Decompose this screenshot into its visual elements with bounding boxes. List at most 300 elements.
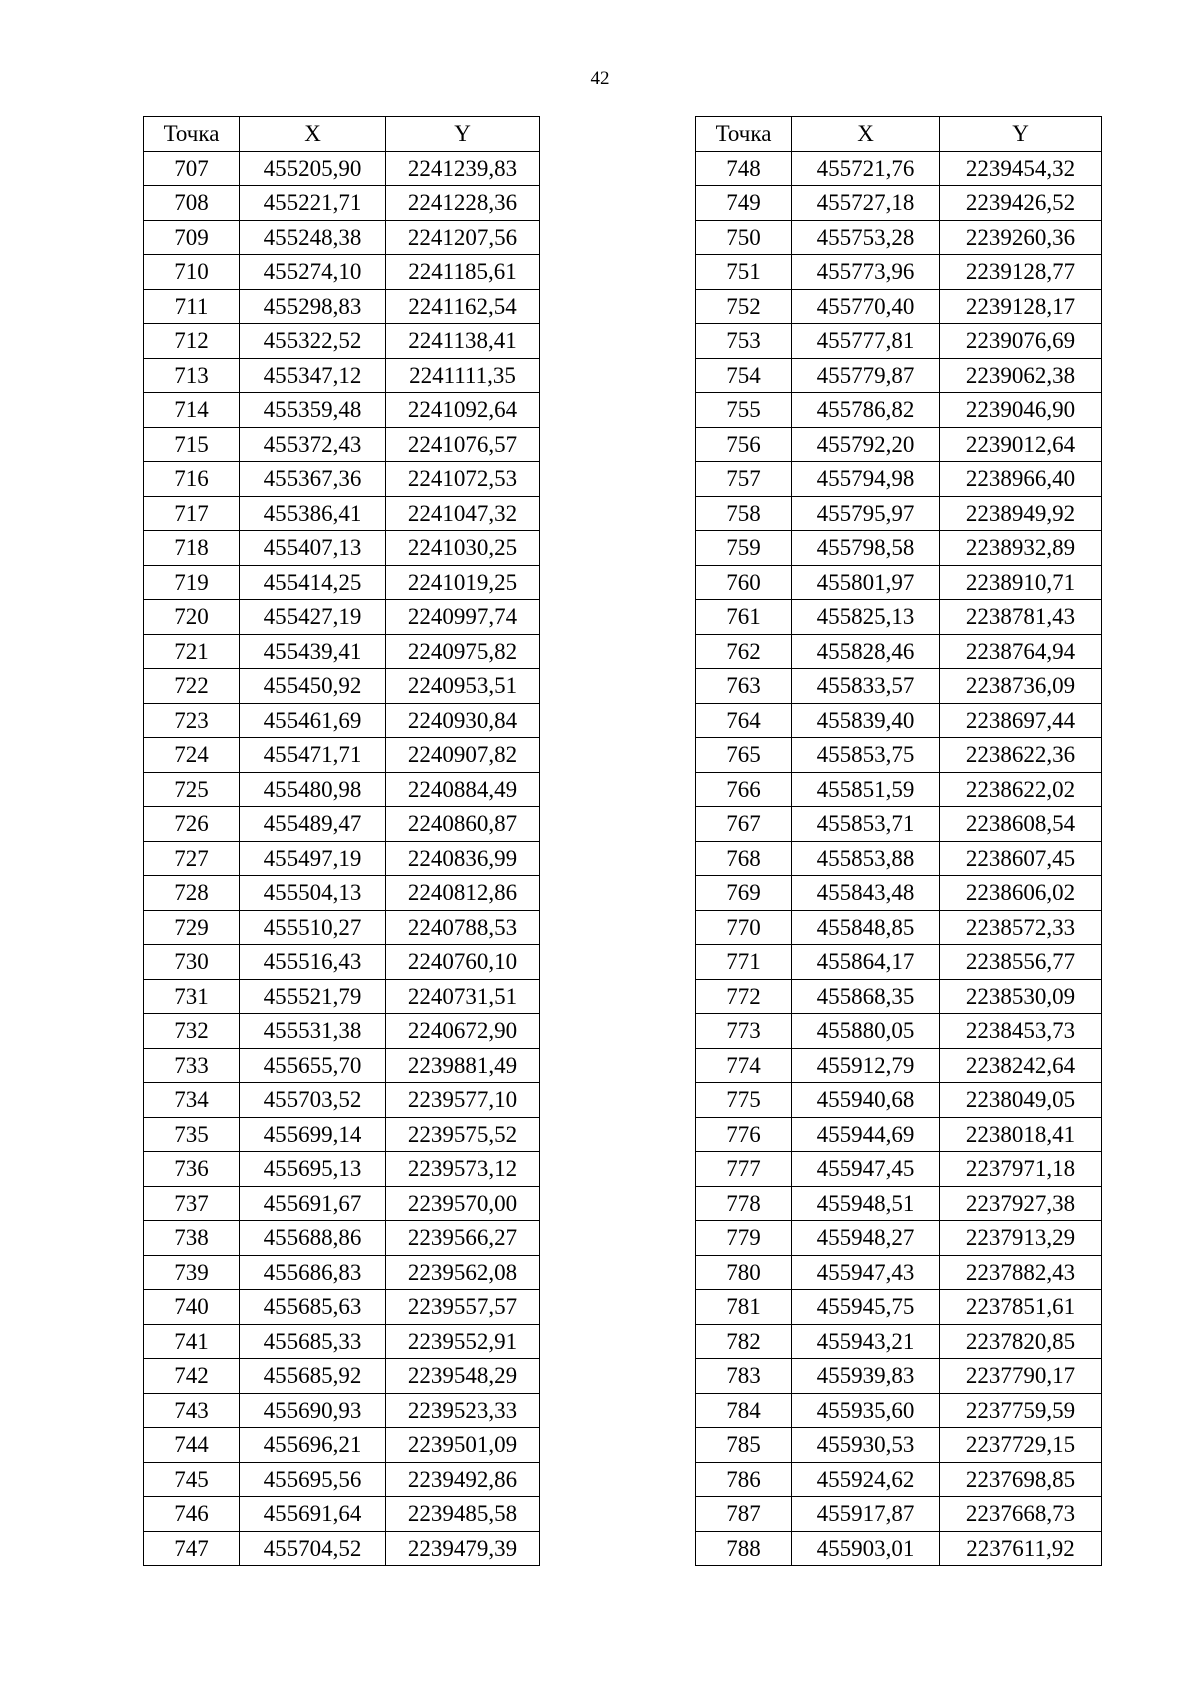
y-coordinate-cell: 2240884,49 (386, 772, 540, 807)
point-number-cell: 727 (144, 841, 240, 876)
y-coordinate-cell: 2237851,61 (940, 1290, 1102, 1325)
table-row (696, 876, 1102, 911)
y-coordinate-cell: 2240953,51 (386, 669, 540, 704)
y-coordinate-cell: 2239492,86 (386, 1462, 540, 1497)
y-coordinate-cell: 2240788,53 (386, 910, 540, 945)
x-coordinate-cell: 455792,20 (792, 427, 940, 462)
point-number-cell: 707 (144, 151, 240, 186)
y-coordinate-cell: 2239566,27 (386, 1221, 540, 1256)
table-row (696, 324, 1102, 359)
y-coordinate-cell: 2240731,51 (386, 979, 540, 1014)
point-number-cell: 767 (696, 807, 792, 842)
point-number-cell: 773 (696, 1014, 792, 1049)
table-row (696, 1186, 1102, 1221)
header-y: Y (386, 117, 540, 152)
point-number-cell: 754 (696, 358, 792, 393)
y-coordinate-cell: 2241092,64 (386, 393, 540, 428)
x-coordinate-cell: 455221,71 (240, 186, 386, 221)
point-number-cell: 784 (696, 1393, 792, 1428)
point-number-cell: 776 (696, 1117, 792, 1152)
x-coordinate-cell: 455864,17 (792, 945, 940, 980)
table-row (144, 531, 540, 566)
y-coordinate-cell: 2240812,86 (386, 876, 540, 911)
table-row (696, 703, 1102, 738)
y-coordinate-cell: 2239552,91 (386, 1324, 540, 1359)
point-number-cell: 752 (696, 289, 792, 324)
table-row (144, 255, 540, 290)
y-coordinate-cell: 2239548,29 (386, 1359, 540, 1394)
table-row (696, 1324, 1102, 1359)
point-number-cell: 731 (144, 979, 240, 1014)
point-number-cell: 769 (696, 876, 792, 911)
x-coordinate-cell: 455703,52 (240, 1083, 386, 1118)
point-number-cell: 762 (696, 634, 792, 669)
table-row (144, 1117, 540, 1152)
x-coordinate-cell: 455480,98 (240, 772, 386, 807)
y-coordinate-cell: 2237820,85 (940, 1324, 1102, 1359)
y-coordinate-cell: 2237790,17 (940, 1359, 1102, 1394)
y-coordinate-cell: 2240997,74 (386, 600, 540, 635)
x-coordinate-cell: 455828,46 (792, 634, 940, 669)
point-number-cell: 736 (144, 1152, 240, 1187)
table-row (696, 1531, 1102, 1566)
y-coordinate-cell: 2240672,90 (386, 1014, 540, 1049)
table-row (144, 841, 540, 876)
table-row (144, 703, 540, 738)
point-number-cell: 746 (144, 1497, 240, 1532)
x-coordinate-cell: 455727,18 (792, 186, 940, 221)
point-number-cell: 786 (696, 1462, 792, 1497)
point-number-cell: 753 (696, 324, 792, 359)
table-row (144, 738, 540, 773)
x-coordinate-cell: 455386,41 (240, 496, 386, 531)
table-row (144, 1428, 540, 1463)
point-number-cell: 737 (144, 1186, 240, 1221)
point-number-cell: 747 (144, 1531, 240, 1566)
point-number-cell: 774 (696, 1048, 792, 1083)
point-number-cell: 758 (696, 496, 792, 531)
x-coordinate-cell: 455521,79 (240, 979, 386, 1014)
y-coordinate-cell: 2238966,40 (940, 462, 1102, 497)
point-number-cell: 729 (144, 910, 240, 945)
coordinates-table-right (695, 116, 1102, 1566)
table-row (696, 1255, 1102, 1290)
table-row (144, 496, 540, 531)
point-number-cell: 708 (144, 186, 240, 221)
table-row (696, 255, 1102, 290)
table-row (696, 1048, 1102, 1083)
table-row (696, 186, 1102, 221)
y-coordinate-cell: 2239012,64 (940, 427, 1102, 462)
y-coordinate-cell: 2238697,44 (940, 703, 1102, 738)
x-coordinate-cell: 455853,88 (792, 841, 940, 876)
table-row (696, 151, 1102, 186)
point-number-cell: 760 (696, 565, 792, 600)
point-number-cell: 781 (696, 1290, 792, 1325)
table-row (144, 945, 540, 980)
x-coordinate-cell: 455848,85 (792, 910, 940, 945)
point-number-cell: 766 (696, 772, 792, 807)
table-row (696, 910, 1102, 945)
point-number-cell: 723 (144, 703, 240, 738)
point-number-cell: 761 (696, 600, 792, 635)
y-coordinate-cell: 2239426,52 (940, 186, 1102, 221)
x-coordinate-cell: 455843,48 (792, 876, 940, 911)
table-row (696, 462, 1102, 497)
y-coordinate-cell: 2237729,15 (940, 1428, 1102, 1463)
x-coordinate-cell: 455924,62 (792, 1462, 940, 1497)
table-row (696, 945, 1102, 980)
point-number-cell: 757 (696, 462, 792, 497)
y-coordinate-cell: 2238764,94 (940, 634, 1102, 669)
x-coordinate-cell: 455691,67 (240, 1186, 386, 1221)
table-row (144, 1531, 540, 1566)
x-coordinate-cell: 455690,93 (240, 1393, 386, 1428)
y-coordinate-cell: 2239881,49 (386, 1048, 540, 1083)
x-coordinate-cell: 455407,13 (240, 531, 386, 566)
table-row (144, 600, 540, 635)
point-number-cell: 750 (696, 220, 792, 255)
point-number-cell: 742 (144, 1359, 240, 1394)
table-row (696, 772, 1102, 807)
point-number-cell: 738 (144, 1221, 240, 1256)
point-number-cell: 785 (696, 1428, 792, 1463)
y-coordinate-cell: 2239128,17 (940, 289, 1102, 324)
y-coordinate-cell: 2238572,33 (940, 910, 1102, 945)
table-row (144, 634, 540, 669)
table-row (696, 1117, 1102, 1152)
y-coordinate-cell: 2240760,10 (386, 945, 540, 980)
x-coordinate-cell: 455439,41 (240, 634, 386, 669)
x-coordinate-cell: 455450,92 (240, 669, 386, 704)
y-coordinate-cell: 2238736,09 (940, 669, 1102, 704)
table-row (144, 1393, 540, 1428)
table-row (144, 772, 540, 807)
y-coordinate-cell: 2238781,43 (940, 600, 1102, 635)
table-row (144, 151, 540, 186)
point-number-cell: 771 (696, 945, 792, 980)
x-coordinate-cell: 455773,96 (792, 255, 940, 290)
x-coordinate-cell: 455851,59 (792, 772, 940, 807)
y-coordinate-cell: 2237913,29 (940, 1221, 1102, 1256)
point-number-cell: 745 (144, 1462, 240, 1497)
y-coordinate-cell: 2239577,10 (386, 1083, 540, 1118)
x-coordinate-cell: 455912,79 (792, 1048, 940, 1083)
y-coordinate-cell: 2239128,77 (940, 255, 1102, 290)
point-number-cell: 756 (696, 427, 792, 462)
x-coordinate-cell: 455691,64 (240, 1497, 386, 1532)
point-number-cell: 778 (696, 1186, 792, 1221)
x-coordinate-cell: 455833,57 (792, 669, 940, 704)
x-coordinate-cell: 455274,10 (240, 255, 386, 290)
header-point: Точка (696, 117, 792, 152)
table-row (696, 1428, 1102, 1463)
table-row (696, 1152, 1102, 1187)
point-number-cell: 765 (696, 738, 792, 773)
point-number-cell: 730 (144, 945, 240, 980)
y-coordinate-cell: 2237698,85 (940, 1462, 1102, 1497)
x-coordinate-cell: 455685,92 (240, 1359, 386, 1394)
table-row (696, 1497, 1102, 1532)
table-row (144, 1083, 540, 1118)
x-coordinate-cell: 455943,21 (792, 1324, 940, 1359)
x-coordinate-cell: 455903,01 (792, 1531, 940, 1566)
point-number-cell: 764 (696, 703, 792, 738)
x-coordinate-cell: 455427,19 (240, 600, 386, 635)
table-row (696, 1462, 1102, 1497)
x-coordinate-cell: 455947,43 (792, 1255, 940, 1290)
point-number-cell: 775 (696, 1083, 792, 1118)
y-coordinate-cell: 2239557,57 (386, 1290, 540, 1325)
x-coordinate-cell: 455685,63 (240, 1290, 386, 1325)
x-coordinate-cell: 455798,58 (792, 531, 940, 566)
x-coordinate-cell: 455786,82 (792, 393, 940, 428)
table-row (696, 393, 1102, 428)
y-coordinate-cell: 2238949,92 (940, 496, 1102, 531)
table-row (696, 220, 1102, 255)
x-coordinate-cell: 455868,35 (792, 979, 940, 1014)
y-coordinate-cell: 2238622,36 (940, 738, 1102, 773)
point-number-cell: 721 (144, 634, 240, 669)
y-coordinate-cell: 2237971,18 (940, 1152, 1102, 1187)
table-row (696, 634, 1102, 669)
table-row (144, 1255, 540, 1290)
x-coordinate-cell: 455695,13 (240, 1152, 386, 1187)
x-coordinate-cell: 455298,83 (240, 289, 386, 324)
x-coordinate-cell: 455930,53 (792, 1428, 940, 1463)
x-coordinate-cell: 455516,43 (240, 945, 386, 980)
point-number-cell: 719 (144, 565, 240, 600)
table-row (144, 393, 540, 428)
x-coordinate-cell: 455945,75 (792, 1290, 940, 1325)
table-row (696, 807, 1102, 842)
table-row (144, 1152, 540, 1187)
table-row (696, 1014, 1102, 1049)
x-coordinate-cell: 455825,13 (792, 600, 940, 635)
y-coordinate-cell: 2240930,84 (386, 703, 540, 738)
x-coordinate-cell: 455779,87 (792, 358, 940, 393)
y-coordinate-cell: 2237927,38 (940, 1186, 1102, 1221)
table-row (696, 289, 1102, 324)
y-coordinate-cell: 2241162,54 (386, 289, 540, 324)
y-coordinate-cell: 2241030,25 (386, 531, 540, 566)
x-coordinate-cell: 455510,27 (240, 910, 386, 945)
point-number-cell: 768 (696, 841, 792, 876)
y-coordinate-cell: 2239570,00 (386, 1186, 540, 1221)
table-row (696, 1083, 1102, 1118)
x-coordinate-cell: 455685,33 (240, 1324, 386, 1359)
point-number-cell: 744 (144, 1428, 240, 1463)
y-coordinate-cell: 2239575,52 (386, 1117, 540, 1152)
point-number-cell: 751 (696, 255, 792, 290)
x-coordinate-cell: 455699,14 (240, 1117, 386, 1152)
y-coordinate-cell: 2241239,83 (386, 151, 540, 186)
y-coordinate-cell: 2237668,73 (940, 1497, 1102, 1532)
table-row (696, 979, 1102, 1014)
x-coordinate-cell: 455248,38 (240, 220, 386, 255)
point-number-cell: 714 (144, 393, 240, 428)
coordinates-table-left (143, 116, 540, 1566)
table-row (144, 669, 540, 704)
x-coordinate-cell: 455688,86 (240, 1221, 386, 1256)
point-number-cell: 743 (144, 1393, 240, 1428)
point-number-cell: 755 (696, 393, 792, 428)
table-header-row (696, 117, 1102, 152)
y-coordinate-cell: 2238242,64 (940, 1048, 1102, 1083)
x-coordinate-cell: 455939,83 (792, 1359, 940, 1394)
x-coordinate-cell: 455347,12 (240, 358, 386, 393)
point-number-cell: 726 (144, 807, 240, 842)
x-coordinate-cell: 455504,13 (240, 876, 386, 911)
x-coordinate-cell: 455359,48 (240, 393, 386, 428)
point-number-cell: 722 (144, 669, 240, 704)
table-row (144, 289, 540, 324)
table-row (144, 1290, 540, 1325)
x-coordinate-cell: 455721,76 (792, 151, 940, 186)
y-coordinate-cell: 2241207,56 (386, 220, 540, 255)
point-number-cell: 739 (144, 1255, 240, 1290)
x-coordinate-cell: 455935,60 (792, 1393, 940, 1428)
table-row (144, 807, 540, 842)
point-number-cell: 788 (696, 1531, 792, 1566)
table-row (144, 1048, 540, 1083)
point-number-cell: 733 (144, 1048, 240, 1083)
table-row (696, 841, 1102, 876)
table-row (144, 358, 540, 393)
table-row (696, 565, 1102, 600)
table-row (696, 1359, 1102, 1394)
point-number-cell: 772 (696, 979, 792, 1014)
y-coordinate-cell: 2238622,02 (940, 772, 1102, 807)
x-coordinate-cell: 455704,52 (240, 1531, 386, 1566)
point-number-cell: 782 (696, 1324, 792, 1359)
y-coordinate-cell: 2241076,57 (386, 427, 540, 462)
x-coordinate-cell: 455947,45 (792, 1152, 940, 1187)
table-row (144, 324, 540, 359)
point-number-cell: 712 (144, 324, 240, 359)
x-coordinate-cell: 455531,38 (240, 1014, 386, 1049)
y-coordinate-cell: 2241185,61 (386, 255, 540, 290)
x-coordinate-cell: 455948,27 (792, 1221, 940, 1256)
x-coordinate-cell: 455948,51 (792, 1186, 940, 1221)
x-coordinate-cell: 455917,87 (792, 1497, 940, 1532)
y-coordinate-cell: 2240907,82 (386, 738, 540, 773)
y-coordinate-cell: 2241072,53 (386, 462, 540, 497)
x-coordinate-cell: 455770,40 (792, 289, 940, 324)
table-row (144, 565, 540, 600)
table-row (144, 910, 540, 945)
table-row (696, 1290, 1102, 1325)
table-row (696, 358, 1102, 393)
header-y: Y (940, 117, 1102, 152)
table-row (696, 1221, 1102, 1256)
y-coordinate-cell: 2239454,32 (940, 151, 1102, 186)
table-row (144, 876, 540, 911)
point-number-cell: 711 (144, 289, 240, 324)
table-row (144, 427, 540, 462)
y-coordinate-cell: 2237882,43 (940, 1255, 1102, 1290)
x-coordinate-cell: 455839,40 (792, 703, 940, 738)
point-number-cell: 770 (696, 910, 792, 945)
y-coordinate-cell: 2239479,39 (386, 1531, 540, 1566)
point-number-cell: 710 (144, 255, 240, 290)
point-number-cell: 718 (144, 531, 240, 566)
y-coordinate-cell: 2241228,36 (386, 186, 540, 221)
x-coordinate-cell: 455853,71 (792, 807, 940, 842)
point-number-cell: 717 (144, 496, 240, 531)
table-row (144, 1014, 540, 1049)
point-number-cell: 735 (144, 1117, 240, 1152)
y-coordinate-cell: 2238607,45 (940, 841, 1102, 876)
point-number-cell: 748 (696, 151, 792, 186)
x-coordinate-cell: 455695,56 (240, 1462, 386, 1497)
y-coordinate-cell: 2238530,09 (940, 979, 1102, 1014)
table-row (696, 600, 1102, 635)
table-row (144, 1462, 540, 1497)
y-coordinate-cell: 2238932,89 (940, 531, 1102, 566)
point-number-cell: 783 (696, 1359, 792, 1394)
y-coordinate-cell: 2238608,54 (940, 807, 1102, 842)
y-coordinate-cell: 2238049,05 (940, 1083, 1102, 1118)
table-row (696, 1393, 1102, 1428)
y-coordinate-cell: 2240860,87 (386, 807, 540, 842)
table-row (696, 738, 1102, 773)
point-number-cell: 779 (696, 1221, 792, 1256)
y-coordinate-cell: 2239076,69 (940, 324, 1102, 359)
table-row (696, 427, 1102, 462)
point-number-cell: 716 (144, 462, 240, 497)
y-coordinate-cell: 2239046,90 (940, 393, 1102, 428)
x-coordinate-cell: 455880,05 (792, 1014, 940, 1049)
x-coordinate-cell: 455940,68 (792, 1083, 940, 1118)
x-coordinate-cell: 455461,69 (240, 703, 386, 738)
table-row (144, 462, 540, 497)
table-row (144, 1186, 540, 1221)
y-coordinate-cell: 2238910,71 (940, 565, 1102, 600)
x-coordinate-cell: 455794,98 (792, 462, 940, 497)
table-row (144, 1324, 540, 1359)
header-x: X (792, 117, 940, 152)
page-number: 42 (590, 68, 610, 89)
table-row (144, 1497, 540, 1532)
y-coordinate-cell: 2241019,25 (386, 565, 540, 600)
table-header-row (144, 117, 540, 152)
y-coordinate-cell: 2239062,38 (940, 358, 1102, 393)
point-number-cell: 741 (144, 1324, 240, 1359)
y-coordinate-cell: 2240836,99 (386, 841, 540, 876)
y-coordinate-cell: 2239562,08 (386, 1255, 540, 1290)
y-coordinate-cell: 2241111,35 (386, 358, 540, 393)
y-coordinate-cell: 2239260,36 (940, 220, 1102, 255)
table-row (144, 979, 540, 1014)
y-coordinate-cell: 2237611,92 (940, 1531, 1102, 1566)
x-coordinate-cell: 455372,43 (240, 427, 386, 462)
x-coordinate-cell: 455414,25 (240, 565, 386, 600)
point-number-cell: 780 (696, 1255, 792, 1290)
x-coordinate-cell: 455696,21 (240, 1428, 386, 1463)
y-coordinate-cell: 2241138,41 (386, 324, 540, 359)
y-coordinate-cell: 2238556,77 (940, 945, 1102, 980)
point-number-cell: 709 (144, 220, 240, 255)
y-coordinate-cell: 2238018,41 (940, 1117, 1102, 1152)
y-coordinate-cell: 2240975,82 (386, 634, 540, 669)
point-number-cell: 734 (144, 1083, 240, 1118)
x-coordinate-cell: 455944,69 (792, 1117, 940, 1152)
point-number-cell: 787 (696, 1497, 792, 1532)
table-row (144, 220, 540, 255)
x-coordinate-cell: 455489,47 (240, 807, 386, 842)
y-coordinate-cell: 2238606,02 (940, 876, 1102, 911)
